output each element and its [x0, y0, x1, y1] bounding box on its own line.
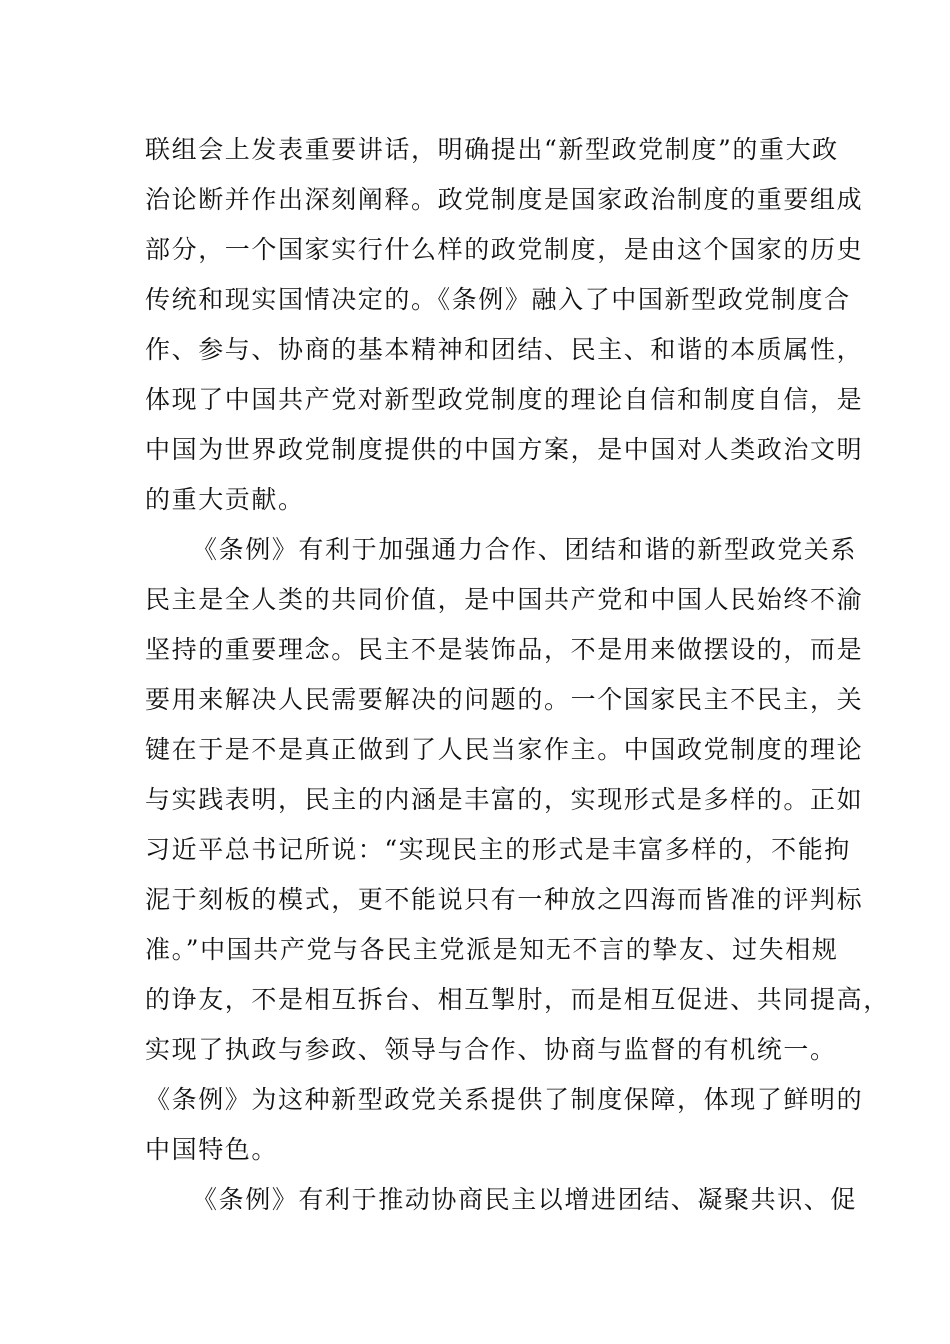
section-heading: 《条例》有利于推动协商民主以增进团结、凝聚共识、促 — [192, 1185, 858, 1214]
text-line: 中国为世界政党制度提供的中国方案，是中国对人类政治文明 — [145, 435, 864, 464]
text-line: 传统和现实国情决定的。《条例》融入了中国新型政党制度合 — [145, 285, 851, 314]
text-line: 键在于是不是真正做到了人民当家作主。中国政党制度的理论 — [145, 735, 864, 764]
text-line: 部分，一个国家实行什么样的政党制度，是由这个国家的历史 — [145, 235, 864, 264]
section-heading: 《条例》有利于加强通力合作、团结和谐的新型政党关系 — [192, 535, 858, 564]
text-line: 中国特色。 — [145, 1135, 279, 1164]
text-line: 体现了中国共产党对新型政党制度的理论自信和制度自信，是 — [145, 385, 864, 414]
text-line: 民主是全人类的共同价值，是中国共产党和中国人民始终不渝 — [145, 585, 864, 614]
text-line: 的诤友，不是相互拆台、相互掣肘，而是相互促进、共同提高， — [145, 985, 890, 1014]
text-line: 联组会上发表重要讲话，明确提出“新型政党制度”的重大政 — [145, 135, 839, 164]
text-line: 实现了执政与参政、领导与合作、协商与监督的有机统一。 — [145, 1035, 837, 1064]
text-line: 《条例》为这种新型政党关系提供了制度保障，体现了鲜明的 — [145, 1085, 864, 1114]
text-line: 泥于刻板的模式，更不能说只有一种放之四海而皆准的评判标 — [145, 885, 864, 914]
text-line: 与实践表明，民主的内涵是丰富的，实现形式是多样的。正如 — [145, 785, 864, 814]
text-line: 的重大贡献。 — [145, 485, 305, 514]
text-line: 坚持的重要理念。民主不是装饰品，不是用来做摆设的，而是 — [145, 635, 864, 664]
text-line: 要用来解决人民需要解决的问题的。一个国家民主不民主，关 — [145, 685, 864, 714]
text-line: 习近平总书记所说：“实现民主的形式是丰富多样的，不能拘 — [145, 835, 851, 864]
text-line: 作、参与、协商的基本精神和团结、民主、和谐的本质属性， — [145, 335, 864, 364]
text-line: 准。”中国共产党与各民主党派是知无不言的挚友、过失相规 — [145, 935, 839, 964]
text-line: 治论断并作出深刻阐释。政党制度是国家政治制度的重要组成 — [145, 185, 864, 214]
